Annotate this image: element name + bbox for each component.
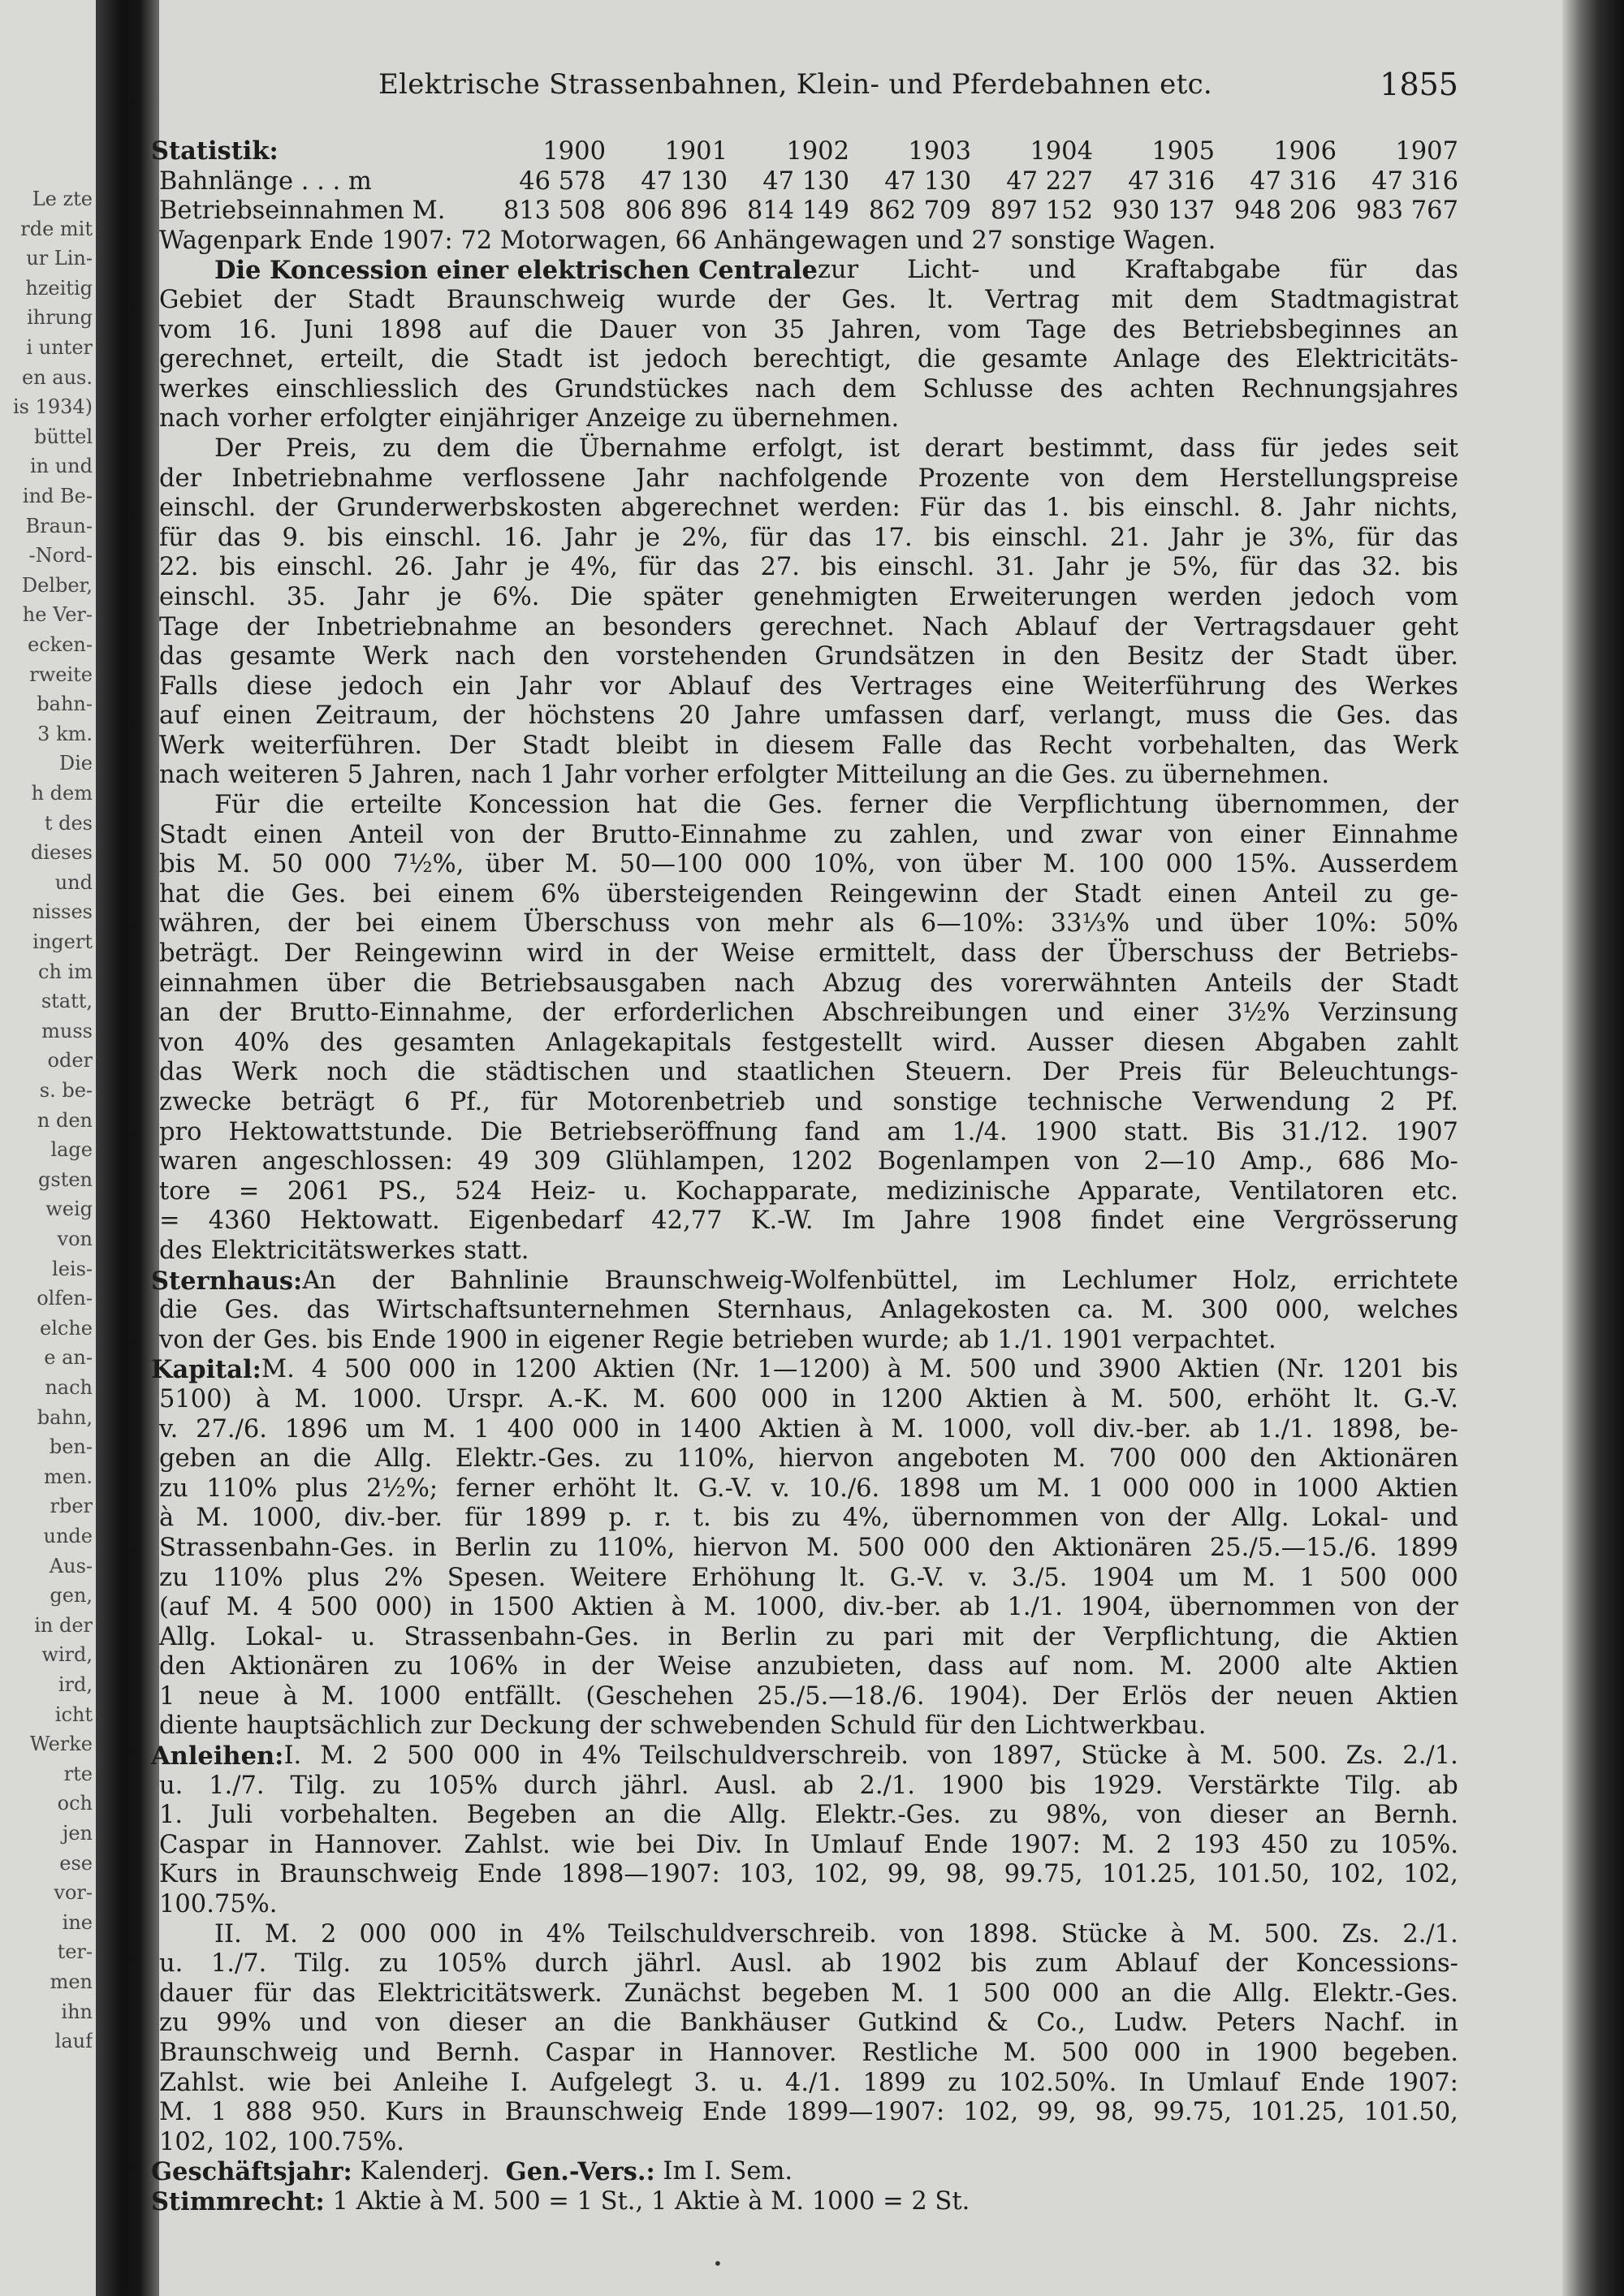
year-cell: 1904 xyxy=(1030,136,1093,166)
text-line xyxy=(151,1741,1458,1772)
left-fragment-line: muss xyxy=(41,1019,93,1042)
statistik-header-row xyxy=(159,136,1458,167)
left-fragment-line: Aus- xyxy=(49,1554,93,1577)
text-line xyxy=(159,1147,1458,1177)
left-fragment-line: rweite xyxy=(29,662,93,686)
text-line xyxy=(159,1029,1458,1059)
line-text: Zahlst. wie bei Anleihe I. Aufgelegt 3. u. 4./1. 1899 zu 102.50%. In Umlauf Ende 1907: xyxy=(159,2068,1458,2097)
line-text: u. 1./7. Tilg. zu 105% durch jährl. Ausl. ab 2./1. 1900 bis 1929. Verstärkte Tilg. ab xyxy=(159,1771,1458,1800)
statistik-label: Statistik: xyxy=(151,136,279,166)
line-text: 22. bis einschl. 26. Jahr je 4%, für das 27. bis einschl. 31. Jahr je 5%, für das 32. bis xyxy=(159,553,1458,582)
line-text: v. 27./6. 1896 um M. 1 400 000 in 1400 Aktien à M. 1000, voll div.-ber. ab 1./1. 1898, be- xyxy=(159,1414,1458,1444)
text-line xyxy=(159,1890,1458,1920)
left-fragment-line: in der xyxy=(34,1613,93,1637)
line-text: pro Hektowattstunde. Die Betriebseröffnung fand am 1./4. 1900 statt. Bis 31./12. 1907 xyxy=(159,1117,1458,1146)
line-text: zu 110% plus 2½%; ferner erhöht lt. G.-V. v. 10./6. 1898 um M. 1 000 000 in 1000 Aktien xyxy=(159,1474,1458,1503)
line-text: zur Licht- und Kraftabgabe für das xyxy=(817,256,1458,285)
left-fragment-line: gen, xyxy=(50,1584,93,1608)
left-fragment-line: und xyxy=(54,870,93,894)
line-text: hat die Ges. bei einem 6% übersteigenden Reingewinn der Stadt einen Anteil zu ge- xyxy=(159,879,1458,908)
text-line xyxy=(159,1206,1458,1236)
line-text: Gebiet der Stadt Braunschweig wurde der Ges. lt. Vertrag mit dem Stadtmagistrat xyxy=(159,285,1458,314)
left-fragment-line: gsten xyxy=(38,1167,93,1191)
line-text: (auf M. 4 500 000) in 1500 Aktien à M. 1000, div.-ber. ab 1./1. 1904, übernommen von der xyxy=(159,1593,1458,1622)
left-fragment-line: ch im xyxy=(38,960,93,983)
geschaeftsjahr-value: Kalenderj. xyxy=(360,2157,490,2186)
year-cell: 1902 xyxy=(786,136,849,166)
stimmrecht-label: Stimmrecht: xyxy=(151,2186,325,2216)
geschaeftsjahr-label: Geschäftsjahr: xyxy=(151,2157,352,2187)
text-line xyxy=(159,345,1458,375)
text-line xyxy=(159,939,1458,969)
text-line xyxy=(159,553,1458,583)
left-fragment-line: statt, xyxy=(41,990,93,1013)
value-cell: 983 767 xyxy=(1355,196,1458,226)
text-line xyxy=(159,701,1458,732)
left-fragment-line: he Ver- xyxy=(22,603,93,627)
text-line xyxy=(159,969,1458,999)
line-text: 1 neue à M. 1000 entfällt. (Geschehen 25./5.—18./6. 1904). Der Erlös der neuen Aktien xyxy=(159,1681,1458,1711)
text-line xyxy=(151,1266,1458,1297)
value-cell: 897 152 xyxy=(990,196,1093,226)
text-line xyxy=(159,464,1458,494)
left-fragment-line: vor- xyxy=(54,1881,93,1905)
line-text: dauer für das Elektricitätswerk. Zunächst begeben M. 1 500 000 an die Allg. Elektr.-Ges. xyxy=(159,1979,1458,2008)
section-label: Kapital: xyxy=(151,1355,261,1385)
text-line xyxy=(159,1949,1458,1979)
left-fragment-line: weig xyxy=(45,1198,93,1221)
text-line xyxy=(159,1326,1458,1356)
text-line xyxy=(159,999,1458,1029)
left-fragment-line: hzeitig xyxy=(25,276,93,300)
text-line xyxy=(159,1444,1458,1474)
text-line xyxy=(159,1177,1458,1207)
line-text: 102, 102, 100.75%. xyxy=(159,2127,404,2156)
left-fragment-line: elche xyxy=(40,1316,93,1340)
text-line xyxy=(159,1860,1458,1890)
line-text: Tage der Inbetriebnahme an besonders gerechnet. Nach Ablauf der Vertragsdauer geht xyxy=(159,612,1458,641)
left-fragment-line: men. xyxy=(43,1465,93,1488)
left-fragment-line: ine xyxy=(62,1910,93,1934)
text-line xyxy=(159,613,1458,643)
line-text: à M. 1000, div.-ber. für 1899 p. r. t. bis zu 4%, übernommen von der Allg. Lokal- und xyxy=(159,1504,1458,1533)
line-text: tore = 2061 PS., 524 Heiz- u. Kochapparate, medizinische Apparate, Ventilatoren etc. xyxy=(159,1176,1458,1206)
year-cell: 1907 xyxy=(1395,136,1458,166)
section-label: Sternhaus: xyxy=(151,1266,303,1296)
line-text: von 40% des gesamten Anlagekapitals festgestellt wird. Ausser diesen Abgaben zahlt xyxy=(159,1028,1458,1057)
text-line xyxy=(159,1682,1458,1712)
value-cell: 813 508 xyxy=(503,196,606,226)
value-cell: 47 227 xyxy=(1006,166,1093,196)
line-text: I. M. 2 500 000 in 4% Teilschuldverschreib. von 1897, Stücke à M. 500. Zs. 2./1. xyxy=(283,1741,1458,1771)
text-line xyxy=(159,583,1458,613)
footer-line-1 xyxy=(151,2157,1458,2187)
value-cell: 948 206 xyxy=(1233,196,1337,226)
left-fragment-line: icht xyxy=(54,1703,93,1726)
line-text: zwecke beträgt 6 Pf., für Motorenbetrieb und sonstige technische Verwendung 2 Pf. xyxy=(159,1088,1458,1116)
text-line xyxy=(159,672,1458,702)
left-fragment-line: nach xyxy=(45,1376,93,1399)
line-text: Der Preis, zu dem die Übernahme erfolgt, ist derart bestimmt, dass für jedes seit xyxy=(214,434,1458,463)
page-edge xyxy=(1562,0,1624,2296)
value-cell: 806 896 xyxy=(624,196,728,226)
left-fragment-line: ben- xyxy=(49,1435,93,1459)
left-fragment-line: ur Lin- xyxy=(26,247,93,270)
year-cell: 1906 xyxy=(1273,136,1337,166)
line-text: nach weiteren 5 Jahren, nach 1 Jahr vorher erfolgter Mitteilung an die Ges. zu übernehmen. xyxy=(159,761,1330,790)
running-title: Elektrische Strassenbahnen, Klein- und Pferdebahnen etc. xyxy=(378,68,1213,101)
left-fragment-line: nisses xyxy=(32,900,93,924)
left-fragment-line: ihn xyxy=(61,2000,93,2023)
line-text: der Inbetriebnahme verflossene Jahr nachfolgende Prozente von dem Herstellungspreise xyxy=(159,464,1458,493)
left-page-fragment xyxy=(0,0,96,2296)
value-cell: 930 137 xyxy=(1112,196,1215,226)
stimmrecht-value: 1 Aktie à M. 500 = 1 St., 1 Aktie à M. 1000 = 2 St. xyxy=(332,2186,970,2216)
paragraphs xyxy=(151,256,1458,2157)
line-text: vom 16. Juni 1898 auf die Dauer von 35 Jahren, vom Tage des Betriebsbeginnes an xyxy=(159,315,1458,344)
left-fragment-line: rber xyxy=(50,1495,93,1518)
left-fragment-line: Le zte xyxy=(32,188,93,210)
value-cell: 47 316 xyxy=(1128,166,1215,196)
left-fragment-line: t des xyxy=(44,811,93,835)
line-text: auf einen Zeitraum, der höchstens 20 Jahre umfassen darf, verlangt, muss die Ges. das xyxy=(159,701,1458,731)
text-line xyxy=(159,1772,1458,1802)
text-line xyxy=(159,732,1458,762)
left-fragment-line: e an- xyxy=(44,1346,93,1370)
left-fragment-line: Braun- xyxy=(25,514,93,537)
line-text: das gesamte Werk nach den vorstehenden Grundsätzen in den Besitz der Stadt über. xyxy=(159,642,1458,671)
line-text: an der Brutto-Einnahme, der erforderlichen Abschreibungen und einer 3½% Verzinsung xyxy=(159,999,1458,1028)
left-fragment-line: wird, xyxy=(41,1643,93,1667)
line-text: 1. Juli vorbehalten. Begeben an die Allg. Elektr.-Ges. zu 98%, von dieser an Bernh. xyxy=(159,1801,1458,1830)
text-line xyxy=(159,1236,1458,1267)
line-text: zu 99% und von dieser an die Bankhäuser Gutkind & Co., Ludw. Peters Nachf. in xyxy=(159,2009,1458,2038)
text-line xyxy=(159,494,1458,524)
left-fragment-line: unde xyxy=(43,1525,93,1547)
value-cell: 814 149 xyxy=(746,196,849,226)
left-fragment-line: ird, xyxy=(58,1673,93,1696)
left-fragment-line: ingert xyxy=(32,930,93,953)
left-fragment-line: 3 km. xyxy=(37,722,93,745)
text-line xyxy=(159,1474,1458,1504)
line-text: diente hauptsächlich zur Deckung der schwebenden Schuld für den Lichtwerkbau. xyxy=(159,1711,1207,1741)
left-fragment-line: ter- xyxy=(57,1940,93,1964)
left-fragment-line: leis- xyxy=(52,1257,93,1280)
line-text: zu 110% plus 2% Spesen. Weitere Erhöhung lt. G.-V. v. 3./5. 1904 um M. 1 500 000 xyxy=(159,1563,1458,1592)
left-fragment-line: i unter xyxy=(26,336,93,359)
left-fragment-line: ecken- xyxy=(28,633,93,656)
text-line xyxy=(159,1564,1458,1594)
line-text: des Elektricitätswerkes statt. xyxy=(159,1236,529,1265)
line-text: beträgt. Der Reingewinn wird in der Weise ermittelt, dass der Überschuss der Betriebs- xyxy=(159,939,1458,969)
document-body xyxy=(151,136,1458,2217)
text-line xyxy=(159,1534,1458,1564)
text-line xyxy=(159,880,1458,910)
text-line xyxy=(159,642,1458,672)
left-fragment-line: olfen- xyxy=(37,1287,93,1310)
text-line xyxy=(159,791,1458,821)
row-label: Betriebseinnahmen M. xyxy=(159,196,446,226)
text-line xyxy=(159,1801,1458,1831)
line-text: II. M. 2 000 000 in 4% Teilschuldverschreib. von 1898. Stücke à M. 500. Zs. 2./1. xyxy=(214,1919,1458,1949)
line-text: Strassenbahn-Ges. in Berlin zu 110%, hiervon M. 500 000 den Aktionären 25./5.—15./6. 1899 xyxy=(159,1533,1458,1562)
year-cell: 1900 xyxy=(542,136,606,166)
left-fragment-line: jen xyxy=(62,1822,93,1845)
line-text: das Werk noch die städtischen und staatlichen Steuern. Der Preis für Beleuchtungs- xyxy=(159,1058,1458,1087)
text-line xyxy=(159,316,1458,346)
text-line xyxy=(159,2069,1458,2099)
statistik-table xyxy=(151,136,1458,227)
line-text: Für die erteilte Koncession hat die Ges. ferner die Verpflichtung übernommen, der xyxy=(214,791,1458,820)
bahnlaenge-row xyxy=(159,167,1458,197)
footer-line-2 xyxy=(151,2186,1458,2217)
text-line xyxy=(159,909,1458,939)
text-line xyxy=(159,1920,1458,1950)
row-label: Bahnlänge . . . m xyxy=(159,166,372,196)
left-fragment-line: rde mit xyxy=(20,217,93,240)
line-text: die Ges. das Wirtschaftsunternehmen Sternhaus, Anlagekosten ca. M. 300 000, welches xyxy=(159,1296,1458,1325)
text-line xyxy=(159,404,1458,434)
left-fragment-line: Werke xyxy=(29,1733,93,1756)
line-text: Caspar in Hannover. Zahlst. wie bei Div. In Umlauf Ende 1907: M. 2 193 450 zu 105%. xyxy=(159,1830,1458,1859)
year-cell: 1903 xyxy=(908,136,971,166)
left-fragment-line: bahn, xyxy=(37,1405,93,1429)
line-text: währen, der bei einem Überschuss von mehr als 6—10%: 33⅓% und über 10%: 50% xyxy=(159,909,1458,939)
left-fragment-line: bahn- xyxy=(37,693,93,716)
left-fragment-line: von xyxy=(57,1228,93,1250)
text-line xyxy=(151,1355,1458,1385)
year-cell: 1901 xyxy=(664,136,728,166)
line-text: Stadt einen Anteil von der Brutto-Einnahme zu zahlen, und zwar von einer Einnahme xyxy=(159,820,1458,849)
text-line xyxy=(159,2098,1458,2128)
value-cell: 47 316 xyxy=(1371,166,1458,196)
text-line xyxy=(159,1831,1458,1861)
left-fragment-line: is 1934) xyxy=(12,395,93,419)
left-fragment-line: lage xyxy=(50,1138,93,1162)
left-fragment-line: lauf xyxy=(54,2030,93,2053)
text-line xyxy=(159,1118,1458,1148)
book-gutter xyxy=(96,0,159,2296)
line-text: Allg. Lokal- u. Strassenbahn-Ges. in Berlin zu pari mit der Verpflichtung, die Aktien xyxy=(159,1622,1458,1651)
left-fragment-line: in und xyxy=(29,455,93,478)
line-text: Braunschweig und Bernh. Caspar in Hannover. Restliche M. 500 000 in 1900 begeben. xyxy=(159,2039,1458,2067)
value-cell: 46 578 xyxy=(519,166,606,196)
line-text: = 4360 Hektowatt. Eigenbedarf 42,77 K.-W. Im Jahre 1908 findet eine Vergrösserung xyxy=(159,1206,1458,1236)
left-fragment-line: h dem xyxy=(31,782,93,805)
line-text: Falls diese jedoch ein Jahr vor Ablauf des Vertrages eine Weiterführung des Werkes xyxy=(159,671,1458,701)
left-fragment-line: ihrung xyxy=(27,306,93,330)
text-line xyxy=(159,286,1458,316)
left-fragment-line: büttel xyxy=(34,425,93,448)
left-fragment-line: ind Be- xyxy=(22,485,93,507)
genvers-label: Gen.-Vers.: xyxy=(505,2157,655,2187)
line-text: M. 1 888 950. Kurs in Braunschweig Ende 1899—1907: 102, 99, 98, 99.75, 101.25, 101.50, xyxy=(159,2098,1458,2127)
line-text: werkes einschliesslich des Grundstückes nach dem Schlusse des achten Rechnungsjahres xyxy=(159,374,1458,404)
left-fragment-line: n den xyxy=(37,1108,93,1132)
line-text: geben an die Allg. Elektr.-Ges. zu 110%, hiervon angeboten M. 700 000 den Aktionären xyxy=(159,1444,1458,1474)
line-text: bis M. 50 000 7½%, über M. 50—100 000 10%, von über M. 100 000 15%. Ausserdem xyxy=(159,850,1458,879)
text-line xyxy=(159,1623,1458,1653)
lead-bold: Die Koncession einer elektrischen Centrale xyxy=(214,256,818,286)
line-text: M. 4 500 000 in 1200 Aktien (Nr. 1—1200) à M. 500 und 3900 Aktien (Nr. 1201 bis xyxy=(261,1355,1458,1384)
left-fragment-line: och xyxy=(57,1792,93,1815)
text-line xyxy=(159,2009,1458,2039)
betriebseinnahmen-row xyxy=(159,196,1458,227)
text-line xyxy=(159,1088,1458,1118)
value-cell: 862 709 xyxy=(868,196,971,226)
page-mark: • xyxy=(713,2254,723,2273)
left-fragment-line: oder xyxy=(47,1049,93,1072)
text-line xyxy=(159,821,1458,851)
text-line xyxy=(159,434,1458,464)
left-fragment-line: en aus. xyxy=(22,365,93,389)
left-fragment-line: men xyxy=(50,1970,93,1993)
section-label: Anleihen: xyxy=(151,1741,284,1772)
line-text: einnahmen über die Betriebsausgaben nach Abzug des vorerwähnten Anteils der Stadt xyxy=(159,969,1458,998)
value-cell: 47 130 xyxy=(884,166,971,196)
text-line xyxy=(159,2128,1458,2158)
text-line xyxy=(159,256,1458,286)
page-number: 1855 xyxy=(1380,67,1458,102)
wagenpark-line: Wagenpark Ende 1907: 72 Motorwagen, 66 Anhängewagen und 27 sonstige Wagen. xyxy=(159,226,1216,255)
text-line xyxy=(159,1415,1458,1445)
value-cell: 47 130 xyxy=(641,166,728,196)
text-line xyxy=(159,850,1458,880)
left-fragment-line: s. be- xyxy=(39,1079,93,1102)
text-line xyxy=(159,1504,1458,1534)
text-line xyxy=(159,2039,1458,2069)
value-cell: 47 130 xyxy=(762,166,849,196)
line-text: 100.75%. xyxy=(159,1890,278,1919)
line-text: für das 9. bis einschl. 16. Jahr je 2%, für das 17. bis einschl. 21. Jahr je 3%, für das xyxy=(159,523,1458,552)
left-fragment-line: Delber, xyxy=(21,573,93,597)
value-cell: 47 316 xyxy=(1250,166,1337,196)
year-cell: 1905 xyxy=(1151,136,1215,166)
text-line xyxy=(159,1593,1458,1623)
left-fragment-line: ese xyxy=(59,1851,93,1875)
line-text: u. 1./7. Tilg. zu 105% durch jährl. Ausl. ab 1902 bis zum Ablauf der Koncessions- xyxy=(159,1949,1458,1979)
left-fragment-line: Die xyxy=(58,752,93,775)
text-line xyxy=(159,1979,1458,2009)
genvers-value: Im I. Sem. xyxy=(663,2157,793,2186)
left-fragment-line: rte xyxy=(63,1762,93,1785)
line-text: Kurs in Braunschweig Ende 1898—1907: 103, 102, 99, 98, 99.75, 101.25, 101.50, 102, 102, xyxy=(159,1860,1458,1889)
text-line xyxy=(159,1296,1458,1326)
line-text: einschl. der Grunderwerbskosten abgerechnet werden: Für das 1. bis einschl. 8. Jahr nichts, xyxy=(159,494,1458,523)
line-text: An der Bahnlinie Braunschweig-Wolfenbüttel, im Lechlumer Holz, errichtete xyxy=(302,1266,1458,1295)
line-text: Werk weiterführen. Der Stadt bleibt in diesem Falle das Recht vorbehalten, das Werk xyxy=(159,731,1458,760)
line-text: gerechnet, erteilt, die Stadt ist jedoch berechtigt, die gesamte Anlage des Elektricitäts- xyxy=(159,345,1458,374)
line-text: von der Ges. bis Ende 1900 in eigener Regie betrieben wurde; ab 1./1. 1901 verpachtet. xyxy=(159,1325,1276,1354)
page-header xyxy=(216,65,1458,104)
line-text: nach vorher erfolgter einjähriger Anzeige zu übernehmen. xyxy=(159,404,900,434)
text-line xyxy=(159,1711,1458,1741)
text-line xyxy=(159,761,1458,791)
left-fragment-line: -Nord- xyxy=(28,544,93,568)
text-line xyxy=(159,524,1458,554)
text-line xyxy=(159,1652,1458,1682)
line-text: waren angeschlossen: 49 309 Glühlampen, 1202 Bogenlampen von 2—10 Amp., 686 Mo- xyxy=(159,1147,1458,1176)
line-text: einschl. 35. Jahr je 6%. Die später genehmigten Erweiterungen werden jedoch vom xyxy=(159,582,1458,611)
text-line xyxy=(159,375,1458,405)
left-fragment-line: dieses xyxy=(30,841,93,865)
text-line xyxy=(159,1058,1458,1088)
line-text: den Aktionären zu 106% in der Weise anzubieten, dass auf nom. M. 2000 alte Aktien xyxy=(159,1652,1458,1681)
line-text: 5100) à M. 1000. Urspr. A.-K. M. 600 000 in 1200 Aktien à M. 500, erhöht lt. G.-V. xyxy=(159,1384,1458,1413)
text-line xyxy=(159,1385,1458,1415)
